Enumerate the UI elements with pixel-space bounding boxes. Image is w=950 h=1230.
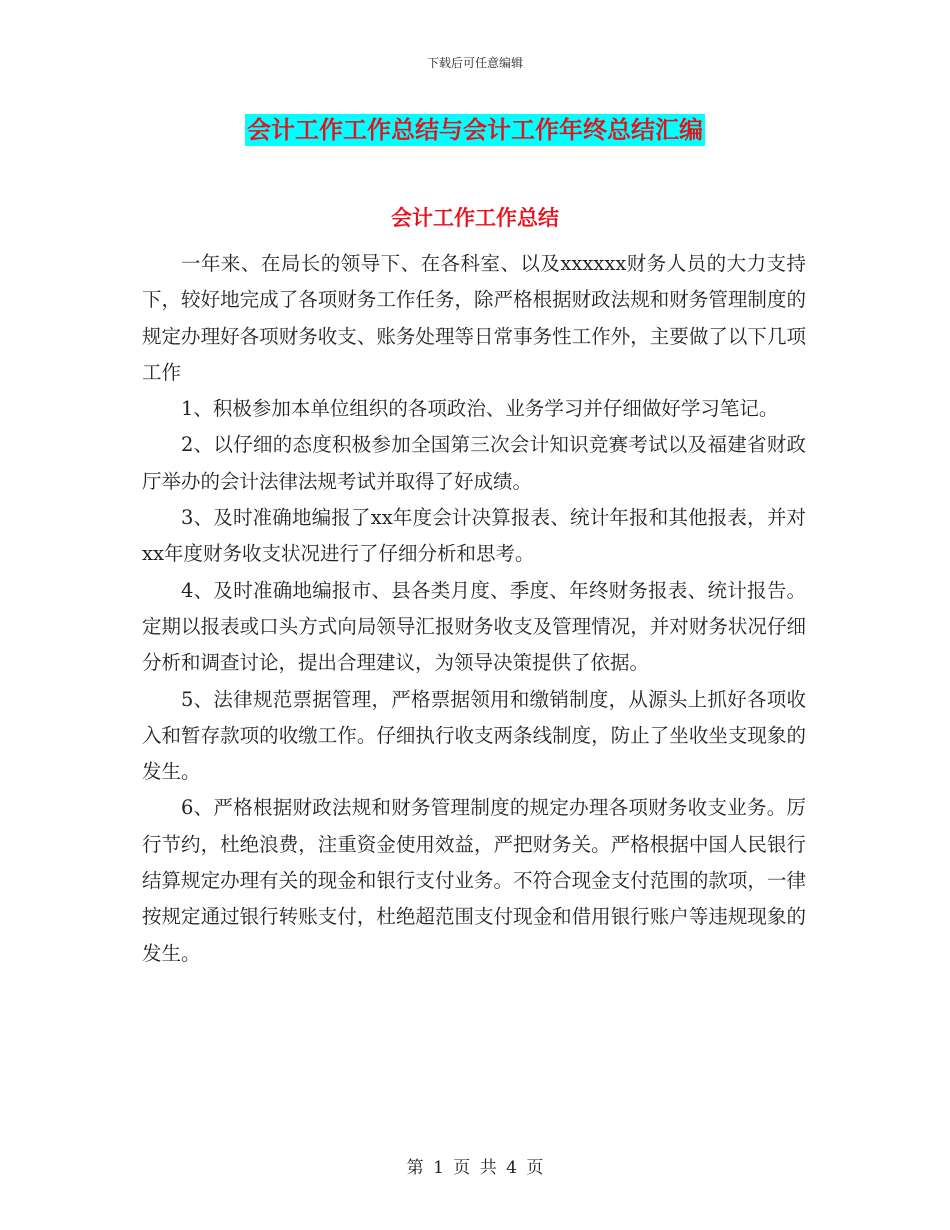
paragraph-item-3: 3、及时准确地编报了xx年度会计决算报表、统计年报和其他报表，并对xx年度财务收支状况进行了仔细分析和思考。 bbox=[142, 506, 806, 566]
body-text bbox=[142, 246, 806, 972]
main-title-text: 会计工作工作总结与会计工作年终总结汇编 bbox=[247, 116, 703, 144]
main-title bbox=[0, 114, 950, 146]
paragraph-item-6: 6、严格根据财政法规和财务管理制度的规定办理各项财务收支业务。厉行节约，杜绝浪费，注重资金使用效益，严把财务关。严格根据中国人民银行结算规定办理有关的现金和银行支付业务。不符合现金支付范围的款项，一律按规定通过银行转账支付，杜绝超范围支付现金和借用银行账户等违规现象的发生。 bbox=[142, 796, 806, 965]
paragraph-item-5: 5、法律规范票据管理，严格票据领用和缴销制度，从源头上抓好各项收入和暂存款项的收缴工作。仔细执行收支两条线制度，防止了坐收坐支现象的发生。 bbox=[142, 687, 806, 784]
paragraph-intro: 一年来、在局长的领导下、在各科室、以及xxxxxx财务人员的大力支持下，较好地完成了各项财务工作任务，除严格根据财政法规和财务管理制度的规定办理好各项财务收支、账务处理等日常事务性工作外，主要做了以下几项工作 bbox=[142, 252, 806, 384]
page-footer: 第 1 页 共 4 页 bbox=[406, 1158, 544, 1178]
paragraph-item-2: 2、以仔细的态度积极参加全国第三次会计知识竞赛考试以及福建省财政厅举办的会计法律法规考试并取得了好成绩。 bbox=[142, 433, 806, 493]
paragraph-item-1: 1、积极参加本单位组织的各项政治、业务学习并仔细做好学习笔记。 bbox=[181, 397, 779, 421]
section-title: 会计工作工作总结 bbox=[391, 206, 559, 230]
paragraph-item-4: 4、及时准确地编报市、县各类月度、季度、年终财务报表、统计报告。定期以报表或口头方式向局领导汇报财务收支及管理情况，并对财务状况仔细分析和调查讨论，提出合理建议，为领导决策提供了依据。 bbox=[142, 578, 806, 675]
header-note: 下载后可任意编辑 bbox=[426, 56, 523, 70]
